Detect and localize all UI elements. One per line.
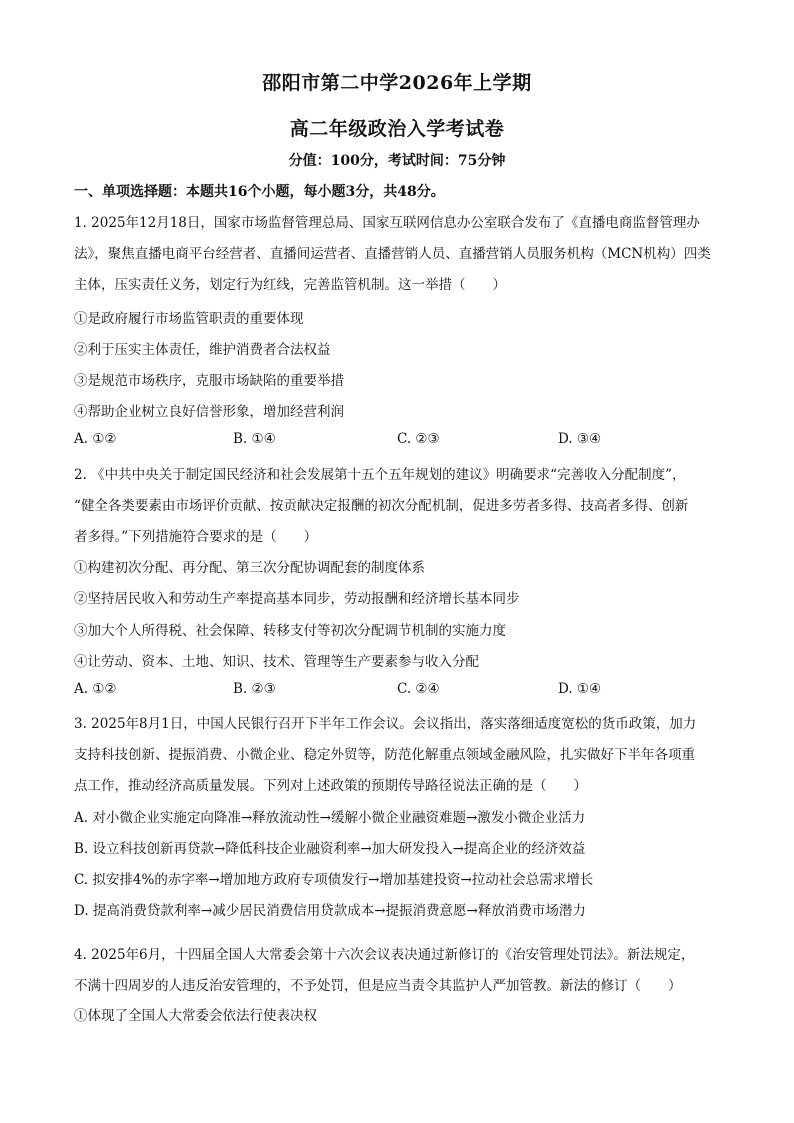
q2-option-a: A. ①②	[74, 681, 117, 697]
q2-option-c: C. ②④	[397, 681, 440, 697]
exam-school-title: 邵阳市第二中学2026年上学期	[262, 72, 532, 94]
q1-option-d: D. ③④	[558, 431, 602, 447]
exam-paper-title: 高二年级政治入学考试卷	[289, 118, 505, 140]
q2-item: ②坚持居民收入和劳动生产率提高基本同步，劳动报酬和经济增长基本同步	[74, 591, 520, 607]
q1-option-c: C. ②③	[397, 431, 440, 447]
q1-stem-line: 主体，压实责任义务，划定行为红线，完善监管机制。这一举措（ ）	[74, 277, 506, 293]
section-heading: 一、单项选择题：本题共16个小题，每小题3分，共48分。	[74, 184, 445, 200]
q3-option-d: D. 提高消费贷款利率→减少居民消费信用贷款成本→提振消费意愿→释放消费市场潜力	[74, 903, 586, 919]
q4-stem-line: 不满十四周岁的人违反治安管理的，不予处罚，但是应当责令其监护人严加管教。新法的修订（ ）	[74, 978, 682, 994]
q2-option-d: D. ①④	[558, 681, 602, 697]
q2-stem-line: 2. 《中共中央关于制定国民经济和社会发展第十五个五年规划的建议》明确要求“完善收入分配制度”，	[74, 467, 686, 483]
q3-option-c: C. 拟安排4%的赤字率→增加地方政府专项债发行→增加基建投资→拉动社会总需求增长	[74, 872, 594, 888]
q3-stem-line: 支持科技创新、提振消费、小微企业、稳定外贸等，防范化解重点领域金融风险，扎实做好下半年各项重	[74, 747, 695, 763]
q1-option-a: A. ①②	[74, 431, 117, 447]
q1-item: ①是政府履行市场监管职责的重要体现	[74, 311, 304, 327]
q2-option-b: B. ②③	[233, 681, 276, 697]
q1-item: ④帮助企业树立良好信誉形象，增加经营利润	[74, 404, 344, 420]
q3-stem-line: 3. 2025年8月1日，中国人民银行召开下半年工作会议。会议指出，落实落细适度宽松的货币政策，加力	[74, 716, 697, 732]
q2-stem-line: 者多得。”下列措施符合要求的是（ ）	[74, 529, 318, 545]
q4-item: ①体现了全国人大常委会依法行使表决权	[74, 1008, 317, 1024]
q2-stem-line: “健全各类要素由市场评价贡献、按贡献决定报酬的初次分配机制，促进多劳者多得、技高者多得、创新	[74, 498, 689, 514]
score-time-line: 分值：100分，考试时间：75分钟	[288, 153, 506, 169]
q1-item: ③是规范市场秩序，克服市场缺陷的重要举措	[74, 373, 344, 389]
q3-stem-line: 点工作，推动经济高质量发展。下列对上述政策的预期传导路径说法正确的是（ ）	[74, 778, 587, 794]
q2-item: ①构建初次分配、再分配、第三次分配协调配套的制度体系	[74, 560, 425, 576]
q3-option-a: A. 对小微企业实施定向降准→释放流动性→缓解小微企业融资难题→激发小微企业活力	[74, 810, 586, 826]
q1-stem-line: 法》，聚焦直播电商平台经营者、直播间运营者、直播营销人员、直播营销人员服务机构（MCN机构）四类	[74, 246, 711, 262]
q1-item: ②利于压实主体责任，维护消费者合法权益	[74, 342, 331, 358]
q2-item: ③加大个人所得税、社会保障、转移支付等初次分配调节机制的实施力度	[74, 623, 506, 639]
q4-stem-line: 4. 2025年6月，十四届全国人大常委会第十六次会议表决通过新修订的《治安管理处罚法》。新法规定，	[74, 947, 695, 963]
q2-item: ④让劳动、资本、土地、知识、技术、管理等生产要素参与收入分配	[74, 654, 479, 670]
q1-stem-line: 1. 2025年12月18日，国家市场监督管理总局、国家互联网信息办公室联合发布了《直播电商监督管理办	[74, 215, 700, 231]
q3-option-b: B. 设立科技创新再贷款→降低科技企业融资利率→加大研发投入→提高企业的经济效益	[74, 841, 586, 857]
q1-option-b: B. ①④	[233, 431, 276, 447]
